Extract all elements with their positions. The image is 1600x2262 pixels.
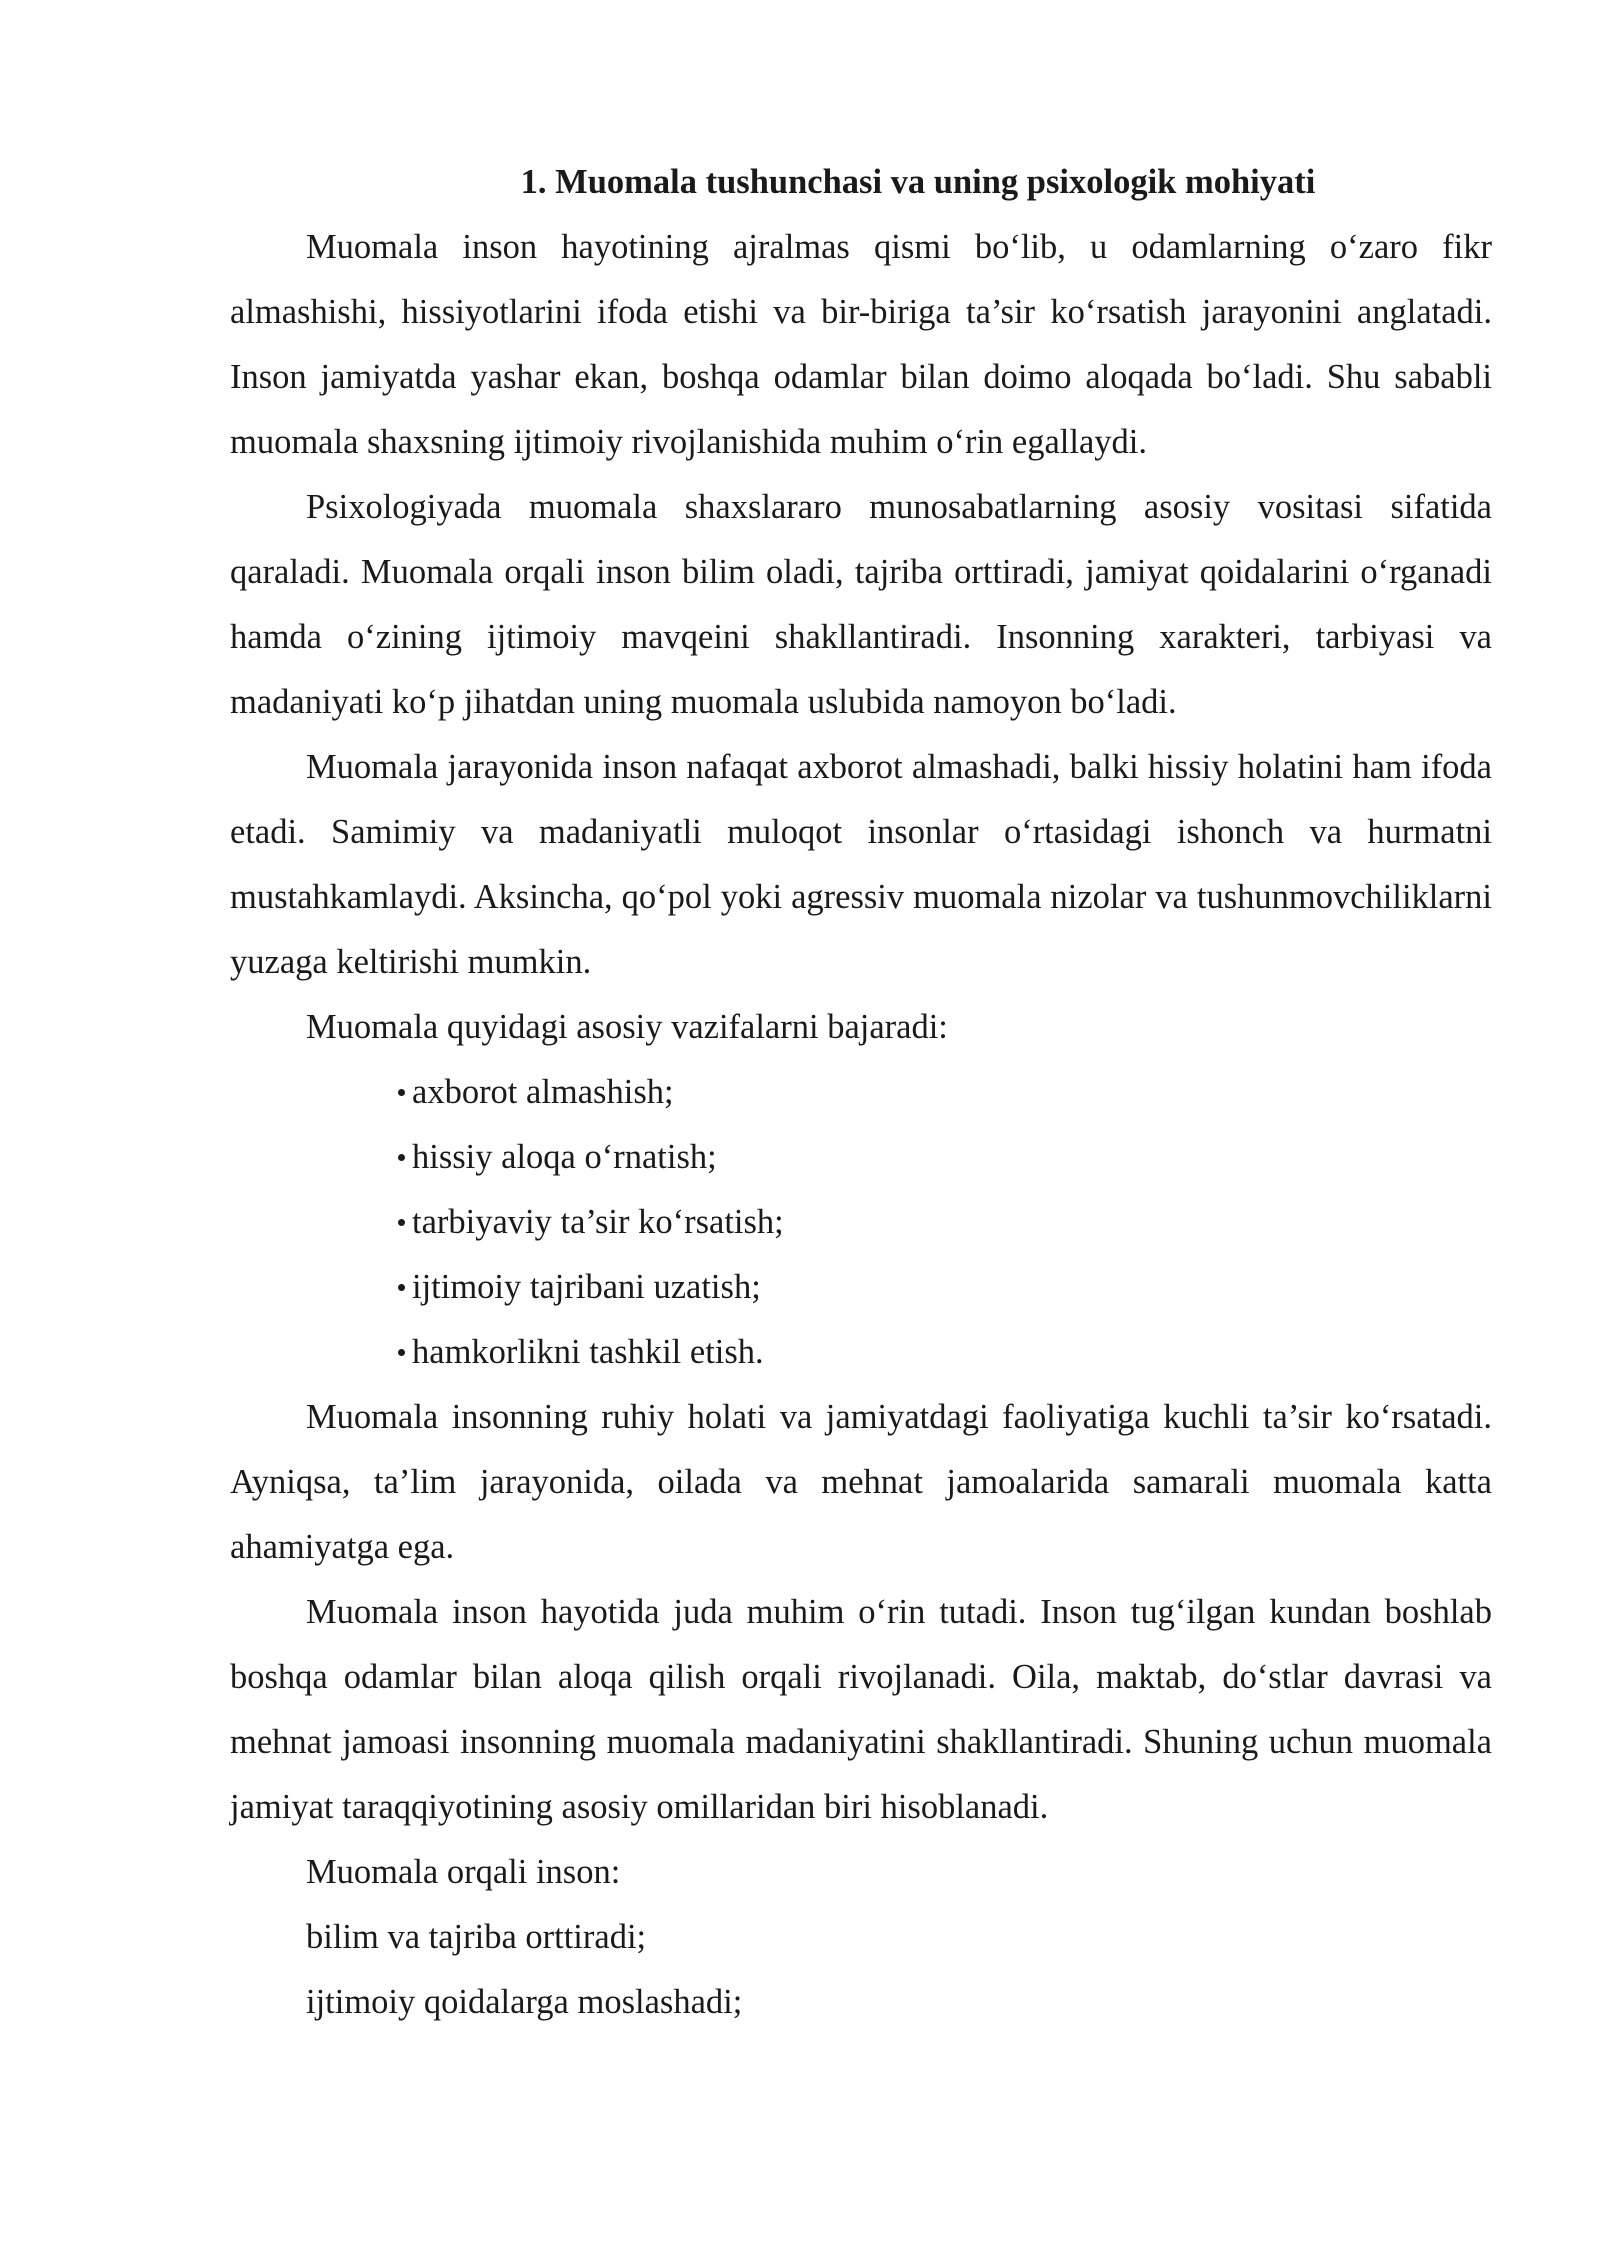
bullet-icon	[398, 1154, 405, 1161]
bullet-icon	[398, 1219, 405, 1226]
list-item	[230, 1190, 1492, 1255]
list-item-text: tarbiyaviy ta’sir ko‘rsatish;	[412, 1203, 784, 1241]
list-item-text: hamkorlikni tashkil etish.	[412, 1333, 764, 1371]
list-item-text: hissiy aloqa o‘rnatish;	[412, 1138, 717, 1176]
document-page	[230, 150, 1492, 2035]
list-item	[230, 1125, 1492, 1190]
list-item	[230, 1320, 1492, 1385]
paragraph-4: Muomala insonning ruhiy holati va jamiyatdagi faoliyatiga kuchli ta’sir ko‘rsatadi. Ayniqsa, ta’lim jarayonida, oilada va mehnat jamoalarida samarali muomala katta ahamiyatga ega.	[230, 1398, 1492, 1566]
list-intro: Muomala quyidagi asosiy vazifalarni bajaradi:	[306, 1008, 948, 1046]
bullet-icon	[398, 1349, 405, 1356]
trailing-line: ijtimoiy qoidalarga moslashadi;	[306, 1983, 743, 2021]
paragraph-3: Muomala jarayonida inson nafaqat axborot almashadi, balki hissiy holatini ham ifoda etadi. Samimiy va madaniyatli muloqot insonlar o‘rtasidagi ishonch va hurmatni mustahkamlaydi. Aksincha, qo‘pol yoki agressiv muomala nizolar va tushunmovchiliklarni yuzaga keltirishi mumkin.	[230, 748, 1492, 981]
paragraph-1: Muomala inson hayotining ajralmas qismi bo‘lib, u odamlarning o‘zaro fikr almashishi, hissiyotlarini ifoda etishi va bir-biriga ta’sir ko‘rsatish jarayonini anglatadi. Inson jamiyatda yashar ekan, boshqa odamlar bilan doimo aloqada bo‘ladi. Shu sababli muomala shaxsning ijtimoiy rivojlanishida muhim o‘rin egallaydi.	[230, 228, 1492, 461]
list-item-text: ijtimoiy tajribani uzatish;	[412, 1268, 761, 1306]
list-item	[230, 1255, 1492, 1320]
list-item-text: axborot almashish;	[412, 1073, 674, 1111]
bullet-icon	[398, 1089, 405, 1096]
paragraph-5: Muomala inson hayotida juda muhim o‘rin tutadi. Inson tug‘ilgan kundan boshlab boshqa odamlar bilan aloqa qilish orqali rivojlanadi. Oila, maktab, do‘stlar davrasi va mehnat jamoasi insonning muomala madaniyatini shakllantiradi. Shuning uchun muomala jamiyat taraqqiyotining asosiy omillaridan biri hisoblanadi.	[230, 1593, 1492, 1826]
bullet-icon	[398, 1284, 405, 1291]
paragraph-2: Psixologiyada muomala shaxslararo munosabatlarning asosiy vositasi sifatida qaraladi. Muomala orqali inson bilim oladi, tajriba orttiradi, jamiyat qoidalarini o‘rganadi hamda o‘zining ijtimoiy mavqeini shakllantiradi. Insonning xarakteri, tarbiyasi va madaniyati ko‘p jihatdan uning muomala uslubida namoyon bo‘ladi.	[230, 488, 1492, 721]
list-item	[230, 1060, 1492, 1125]
trailing-line: bilim va tajriba orttiradi;	[306, 1918, 647, 1956]
functions-list	[230, 1060, 1492, 1385]
trailing-intro: Muomala orqali inson:	[306, 1853, 621, 1891]
section-heading: 1. Muomala tushunchasi va uning psixologik mohiyati	[520, 163, 1316, 201]
